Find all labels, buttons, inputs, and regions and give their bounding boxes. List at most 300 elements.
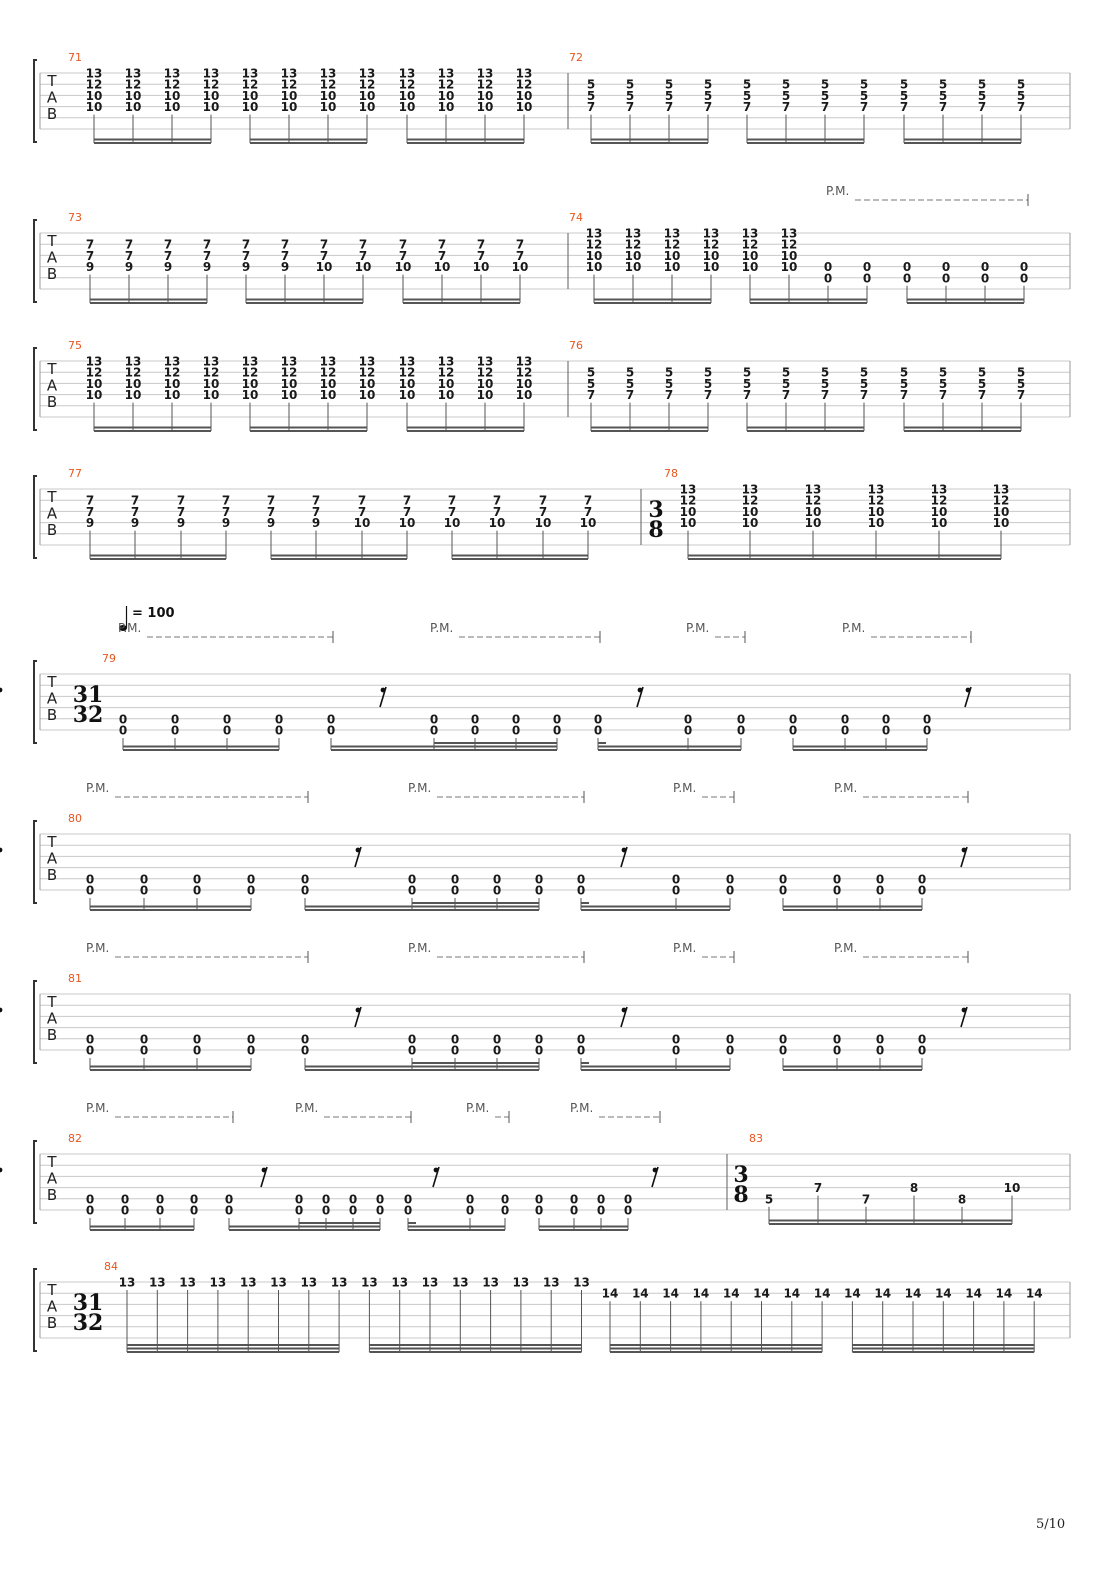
- palm-mute-marking: [430, 621, 600, 643]
- tab-note: [693, 1287, 710, 1352]
- fret-number: 0: [778, 883, 788, 898]
- fret-number: 0: [429, 723, 439, 738]
- fret-number: 10: [85, 376, 103, 391]
- fret-number: 5: [586, 88, 596, 103]
- tab-note: [726, 872, 734, 910]
- tab-note: [516, 355, 533, 432]
- tab-note: [193, 872, 201, 910]
- tab-note: [222, 494, 230, 559]
- fret-number: 5: [703, 365, 713, 380]
- fret-number: 13: [398, 354, 416, 369]
- fret-number: 10: [679, 504, 697, 519]
- fret-number: 8: [957, 1192, 967, 1207]
- rest-dot: [622, 848, 627, 853]
- fret-number: 13: [241, 66, 259, 81]
- tab-note: [408, 872, 416, 910]
- fret-number: 10: [280, 376, 298, 391]
- rest-icon: [621, 1007, 627, 1027]
- tab-note: [703, 227, 720, 304]
- fret-number: 0: [941, 260, 951, 275]
- tab-note: [164, 67, 181, 144]
- palm-mute-label: P.M.: [842, 621, 866, 635]
- fret-number: 10: [433, 260, 451, 275]
- fret-number: 13: [241, 354, 259, 369]
- fret-number: 0: [170, 712, 180, 727]
- fret-number: 7: [176, 493, 186, 508]
- fret-number: 12: [124, 77, 142, 92]
- fret-number: 0: [192, 872, 202, 887]
- tab-clef-letter: B: [46, 105, 58, 123]
- tab-clef-letter: A: [46, 504, 58, 523]
- fret-number: 5: [977, 365, 987, 380]
- fret-number: 10: [124, 88, 142, 103]
- tab-note: [753, 1287, 770, 1352]
- rest-dot: [356, 848, 361, 853]
- tab-note: [86, 67, 103, 144]
- tab-note: [223, 712, 231, 750]
- fret-number: 9: [266, 516, 276, 531]
- measure-number: 75: [68, 339, 82, 352]
- fret-number: 0: [840, 712, 850, 727]
- fret-number: 0: [348, 1203, 358, 1218]
- fret-number: 10: [702, 260, 720, 275]
- tab-note: [632, 1287, 649, 1352]
- tab-note: [316, 238, 333, 303]
- fret-number: 7: [447, 504, 457, 519]
- fret-number: 10: [992, 516, 1010, 531]
- fret-number: 5: [820, 376, 830, 391]
- fret-number: 10: [315, 260, 333, 275]
- rest-dot: [622, 1008, 627, 1013]
- tab-note: [452, 1276, 469, 1353]
- fret-number: 7: [1016, 388, 1026, 403]
- tab-note: [327, 712, 335, 750]
- tab-note: [923, 712, 931, 750]
- fret-number: 13: [867, 482, 885, 497]
- fret-number: 12: [780, 237, 798, 252]
- tab-note: [704, 366, 712, 431]
- fret-number: 10: [992, 504, 1010, 519]
- tab-clef-letter: T: [47, 1153, 57, 1171]
- fret-number: 13: [85, 354, 103, 369]
- fret-number: 7: [85, 493, 95, 508]
- fret-number: 0: [348, 1192, 358, 1207]
- fret-number: 10: [534, 516, 552, 531]
- fret-number: 5: [742, 365, 752, 380]
- fret-number: 10: [358, 88, 376, 103]
- tab-note: [359, 67, 376, 144]
- fret-number: 0: [823, 271, 833, 286]
- tab-note: [281, 238, 289, 303]
- fret-number: 5: [859, 376, 869, 391]
- tab-clef-letter: B: [46, 1314, 58, 1332]
- tab-note: [779, 872, 787, 910]
- tab-clef-letter: A: [46, 849, 58, 868]
- fret-number: 5: [977, 77, 987, 92]
- fret-number: 0: [403, 1192, 413, 1207]
- fret-number: 0: [593, 712, 603, 727]
- time-signature-bottom: 8: [733, 1182, 749, 1208]
- measure-81: [0, 972, 967, 1070]
- fret-number: 12: [437, 77, 455, 92]
- fret-number: 10: [202, 376, 220, 391]
- tab-system-6: [0, 781, 1070, 910]
- fret-number: 0: [407, 1043, 417, 1058]
- fret-number: 0: [683, 712, 693, 727]
- fret-number: 14: [995, 1286, 1013, 1301]
- fret-number: 13: [118, 1275, 136, 1290]
- fret-number: 7: [538, 504, 548, 519]
- fret-number: 7: [85, 504, 95, 519]
- fret-number: 5: [664, 365, 674, 380]
- tab-note: [482, 1276, 499, 1353]
- tempo-value: = 100: [132, 606, 175, 621]
- tab-note: [404, 1192, 412, 1230]
- fret-number: 10: [163, 388, 181, 403]
- tab-clef-letter: B: [46, 866, 58, 884]
- tab-clef-letter: T: [47, 1281, 57, 1299]
- tab-note: [451, 872, 459, 910]
- fret-number: 13: [437, 354, 455, 369]
- measure-number: 74: [569, 211, 583, 224]
- fret-number: 0: [300, 1043, 310, 1058]
- fret-number: 14: [1025, 1286, 1043, 1301]
- fret-number: 14: [934, 1286, 952, 1301]
- page-number: 5/10: [1036, 1517, 1066, 1532]
- fret-number: 0: [534, 872, 544, 887]
- fret-number: 10: [358, 376, 376, 391]
- palm-mute-label: P.M.: [86, 781, 110, 795]
- fret-number: 10: [804, 504, 822, 519]
- fret-number: 10: [124, 376, 142, 391]
- system-bracket: [34, 821, 37, 903]
- fret-number: 0: [492, 1043, 502, 1058]
- fret-number: 9: [124, 260, 134, 275]
- tab-note: [349, 1192, 357, 1230]
- fret-number: 0: [403, 1203, 413, 1218]
- fret-number: 0: [139, 1032, 149, 1047]
- tab-note: [862, 1192, 870, 1224]
- tab-note: [422, 1276, 439, 1353]
- fret-number: 5: [664, 376, 674, 391]
- tab-note: [1017, 78, 1025, 143]
- fret-number: 0: [407, 1032, 417, 1047]
- fret-number: 13: [148, 1275, 166, 1290]
- fret-number: 7: [437, 248, 447, 263]
- fret-number: 0: [623, 1203, 633, 1218]
- fret-number: 13: [361, 1275, 378, 1290]
- fret-number: 7: [899, 100, 909, 115]
- fret-number: 0: [120, 1203, 130, 1218]
- palm-mute-marking: [466, 1101, 509, 1123]
- fret-number: 12: [202, 365, 220, 380]
- tab-note: [156, 1192, 164, 1230]
- fret-number: 0: [671, 1032, 681, 1047]
- tab-note: [737, 712, 745, 750]
- fret-number: 10: [476, 88, 494, 103]
- tab-note: [981, 260, 989, 303]
- rest-icon: [961, 1007, 967, 1027]
- tab-note: [408, 1032, 416, 1070]
- fret-number: 13: [421, 1275, 439, 1290]
- tab-note: [275, 712, 283, 750]
- fret-number: 0: [832, 1032, 842, 1047]
- tab-note: [322, 1192, 330, 1230]
- fret-number: 0: [788, 723, 798, 738]
- fret-number: 0: [725, 1043, 735, 1058]
- fret-number: 13: [319, 354, 337, 369]
- tab-note: [247, 1032, 255, 1070]
- tab-note: [171, 712, 179, 750]
- tab-clef-letter: T: [47, 72, 57, 90]
- fret-number: 10: [515, 88, 533, 103]
- tab-system-8: [0, 1101, 1070, 1230]
- fret-number: 5: [625, 88, 635, 103]
- palm-mute-marking: [408, 781, 584, 803]
- time-signature-top: 3: [648, 497, 664, 523]
- tab-note: [177, 494, 185, 559]
- fret-number: 10: [398, 376, 416, 391]
- fret-number: 14: [783, 1286, 801, 1301]
- fret-number: 7: [241, 237, 251, 252]
- fret-number: 0: [596, 1203, 606, 1218]
- tab-note: [391, 1276, 408, 1353]
- fret-number: 0: [274, 712, 284, 727]
- fret-number: 10: [241, 88, 259, 103]
- fret-number: 10: [624, 248, 642, 263]
- fret-number: 0: [470, 723, 480, 738]
- fret-number: 13: [391, 1275, 409, 1290]
- fret-number: 13: [300, 1275, 318, 1290]
- tab-note: [782, 78, 790, 143]
- fret-number: 0: [725, 1032, 735, 1047]
- measure-80: [0, 812, 967, 910]
- fret-number: 13: [280, 66, 298, 81]
- fret-number: 12: [398, 77, 416, 92]
- fret-number: 5: [977, 376, 987, 391]
- tab-clef-letter: A: [46, 1009, 58, 1028]
- tab-note: [477, 67, 494, 144]
- tab-note: [430, 712, 438, 750]
- fret-number: 10: [867, 504, 885, 519]
- fret-number: 5: [742, 88, 752, 103]
- tab-note: [779, 1032, 787, 1070]
- rest-dot: [0, 1168, 2, 1173]
- tab-note: [513, 1276, 530, 1353]
- tab-note: [501, 1192, 509, 1230]
- tab-note: [553, 712, 561, 750]
- tab-note: [684, 712, 692, 750]
- fret-number: 13: [804, 482, 822, 497]
- fret-number: 10: [780, 248, 798, 263]
- tab-note: [203, 355, 220, 432]
- fret-number: 12: [624, 237, 642, 252]
- fret-number: 10: [741, 260, 759, 275]
- fret-number: 10: [202, 88, 220, 103]
- fret-number: 0: [902, 271, 912, 286]
- tab-note: [665, 366, 673, 431]
- fret-number: 0: [917, 1043, 927, 1058]
- fret-number: 0: [326, 712, 336, 727]
- fret-number: 10: [930, 516, 948, 531]
- fret-number: 13: [358, 66, 376, 81]
- fret-number: 13: [124, 354, 142, 369]
- tab-note: [958, 1192, 966, 1224]
- tab-note: [805, 483, 822, 560]
- tab-note: [939, 366, 947, 431]
- fret-number: 12: [319, 77, 337, 92]
- fret-number: 10: [515, 376, 533, 391]
- fret-number: 7: [130, 493, 140, 508]
- tab-note: [535, 872, 543, 910]
- fret-number: 7: [358, 237, 368, 252]
- tab-note: [978, 78, 986, 143]
- fret-number: 12: [476, 77, 494, 92]
- fret-number: 12: [515, 365, 533, 380]
- tab-note: [863, 260, 871, 303]
- fret-number: 0: [246, 872, 256, 887]
- fret-number: 7: [221, 504, 231, 519]
- fret-number: 12: [515, 77, 533, 92]
- rest-dot: [0, 1008, 2, 1013]
- tab-note: [624, 1192, 632, 1230]
- fret-number: 12: [358, 77, 376, 92]
- fret-number: 13: [992, 482, 1010, 497]
- tab-clef-letter: A: [46, 88, 58, 107]
- fret-number: 10: [398, 516, 416, 531]
- fret-number: 7: [938, 388, 948, 403]
- fret-number: 5: [899, 376, 909, 391]
- tab-note: [765, 1192, 773, 1224]
- palm-mute-marking: [673, 781, 734, 803]
- tab-note: [726, 1032, 734, 1070]
- tab-note: [672, 1032, 680, 1070]
- fret-number: 7: [703, 388, 713, 403]
- fret-number: 0: [155, 1203, 165, 1218]
- fret-number: 13: [679, 482, 697, 497]
- tab-note: [876, 1032, 884, 1070]
- fret-number: 0: [596, 1192, 606, 1207]
- tab-note: [704, 78, 712, 143]
- tab-note: [844, 1287, 861, 1352]
- fret-number: 0: [224, 1203, 234, 1218]
- tab-note: [573, 1276, 590, 1353]
- tab-note: [466, 1192, 474, 1230]
- fret-number: 0: [85, 872, 95, 887]
- fret-number: 0: [569, 1203, 579, 1218]
- palm-mute-marking: [295, 1101, 411, 1123]
- fret-number: 10: [443, 516, 461, 531]
- palm-mute-marking: [673, 941, 734, 963]
- fret-number: 0: [576, 872, 586, 887]
- fret-number: 13: [741, 482, 759, 497]
- tab-clef-letter: A: [46, 1297, 58, 1316]
- fret-number: 10: [202, 388, 220, 403]
- rest-icon: [965, 687, 971, 707]
- fret-number: 7: [398, 237, 408, 252]
- tab-note: [743, 366, 751, 431]
- palm-mute-label: P.M.: [408, 941, 432, 955]
- fret-number: 13: [476, 354, 494, 369]
- tab-note: [1017, 366, 1025, 431]
- fret-number: 10: [358, 100, 376, 115]
- fret-number: 12: [241, 77, 259, 92]
- fret-number: 13: [702, 226, 720, 241]
- fret-number: 10: [476, 376, 494, 391]
- fret-number: 10: [394, 260, 412, 275]
- fret-number: 7: [813, 1181, 823, 1196]
- fret-number: 5: [977, 88, 987, 103]
- fret-number: 13: [663, 226, 681, 241]
- fret-number: 0: [534, 1203, 544, 1218]
- fret-number: 14: [722, 1286, 740, 1301]
- fret-number: 7: [241, 248, 251, 263]
- fret-number: 0: [875, 1032, 885, 1047]
- tab-note: [577, 872, 585, 910]
- fret-number: 12: [398, 365, 416, 380]
- tab-note: [301, 872, 309, 910]
- palm-mute-label: P.M.: [673, 941, 697, 955]
- fret-number: 0: [407, 872, 417, 887]
- tab-note: [434, 238, 451, 303]
- tab-clef-letter: B: [46, 393, 58, 411]
- tab-note: [179, 1276, 196, 1353]
- tab-note: [489, 494, 506, 559]
- fret-number: 13: [280, 354, 298, 369]
- palm-mute-marking: [834, 781, 968, 803]
- fret-number: 5: [781, 88, 791, 103]
- fret-number: 14: [844, 1286, 861, 1301]
- fret-number: 5: [899, 365, 909, 380]
- fret-number: 10: [585, 260, 603, 275]
- fret-number: 9: [176, 516, 186, 531]
- fret-number: 7: [266, 504, 276, 519]
- fret-number: 10: [280, 100, 298, 115]
- tab-note: [602, 1287, 619, 1352]
- fret-number: 5: [625, 376, 635, 391]
- fret-number: 12: [280, 77, 298, 92]
- fret-number: 0: [189, 1192, 199, 1207]
- fret-number: 0: [832, 872, 842, 887]
- tab-note: [903, 260, 911, 303]
- tab-note: [512, 238, 529, 303]
- fret-number: 0: [552, 723, 562, 738]
- rest-icon: [652, 1167, 658, 1187]
- tab-note: [905, 1287, 922, 1352]
- fret-number: 0: [823, 260, 833, 275]
- fret-number: 12: [476, 365, 494, 380]
- system-bracket: [34, 1141, 37, 1223]
- fret-number: 13: [482, 1275, 499, 1290]
- fret-number: 5: [703, 376, 713, 391]
- fret-number: 5: [938, 376, 948, 391]
- measure-number: 81: [68, 972, 82, 985]
- fret-number: 5: [586, 77, 596, 92]
- fret-number: 0: [569, 1192, 579, 1207]
- tab-note: [140, 872, 148, 910]
- fret-number: 14: [753, 1286, 770, 1301]
- fret-number: 10: [472, 260, 490, 275]
- tab-note: [281, 67, 298, 144]
- fret-number: 10: [930, 504, 948, 519]
- tab-system-9: [34, 1260, 1070, 1352]
- fret-number: 0: [470, 712, 480, 727]
- fret-number: 14: [631, 1286, 649, 1301]
- tab-note: [821, 366, 829, 431]
- tab-note: [193, 1032, 201, 1070]
- fret-number: 5: [899, 77, 909, 92]
- fret-number: 12: [930, 493, 948, 508]
